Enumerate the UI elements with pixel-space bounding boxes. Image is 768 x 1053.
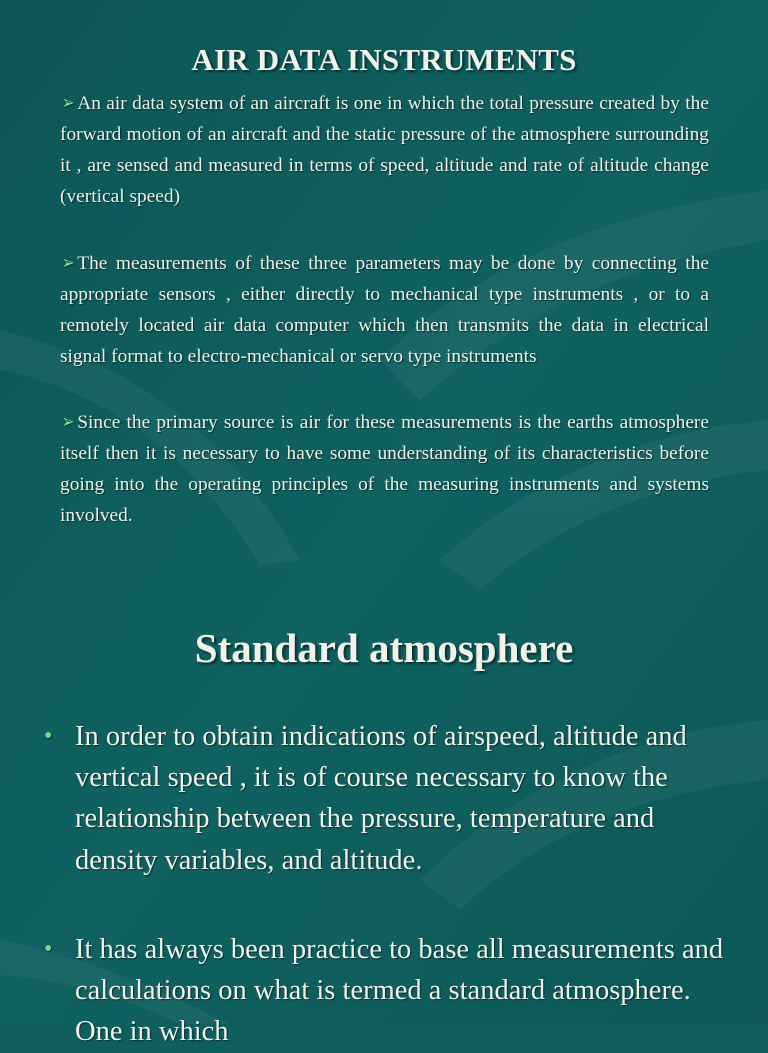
paragraph-text: Since the primary source is air for these measurements is the earths atmosphere itself then it is necessary to have some understanding of its characteristics before going into the operating principles of the measuring instruments and systems involved.	[60, 412, 709, 526]
paragraph-text: An air data system of an aircraft is one in which the total pressure created by the forward motion of an aircraft and the static pressure of the atmosphere surrounding it , are sensed and measured in terms of speed, altitude and rate of altitude change (vertical speed)	[60, 93, 709, 207]
arrow-bullet-icon: ➢	[61, 412, 75, 433]
arrow-paragraph	[60, 407, 709, 531]
bullet-dot-icon: •	[44, 936, 53, 962]
bullet-item	[44, 716, 724, 881]
bullet-text: It has always been practice to base all measurements and calculations on what is termed a standard atmosphere. One in which	[75, 934, 724, 1048]
slide-standard-atmosphere	[0, 590, 768, 1048]
paragraph-text: The measurements of these three parameters may be done by connecting the appropriate sensors , either directly to mechanical type instruments , or to a remotely located air data computer which then transmits the data in electrical signal format to electro-mechanical or servo type instruments	[60, 253, 709, 367]
bullet-item	[44, 929, 724, 1053]
bullet-dot-icon: •	[44, 723, 53, 749]
arrow-paragraph	[60, 248, 709, 372]
arrow-bullet-icon: ➢	[61, 253, 75, 274]
bullet-text: In order to obtain indications of airspeed, altitude and vertical speed , it is of course necessary to know the relationship between the pressure, temperature and density variables, and altitude.	[75, 721, 687, 876]
arrow-paragraph	[60, 88, 709, 212]
arrow-bullet-icon: ➢	[61, 93, 75, 114]
slide-title: AIR DATA INSTRUMENTS	[191, 42, 577, 77]
slide-title: Standard atmosphere	[194, 625, 574, 671]
